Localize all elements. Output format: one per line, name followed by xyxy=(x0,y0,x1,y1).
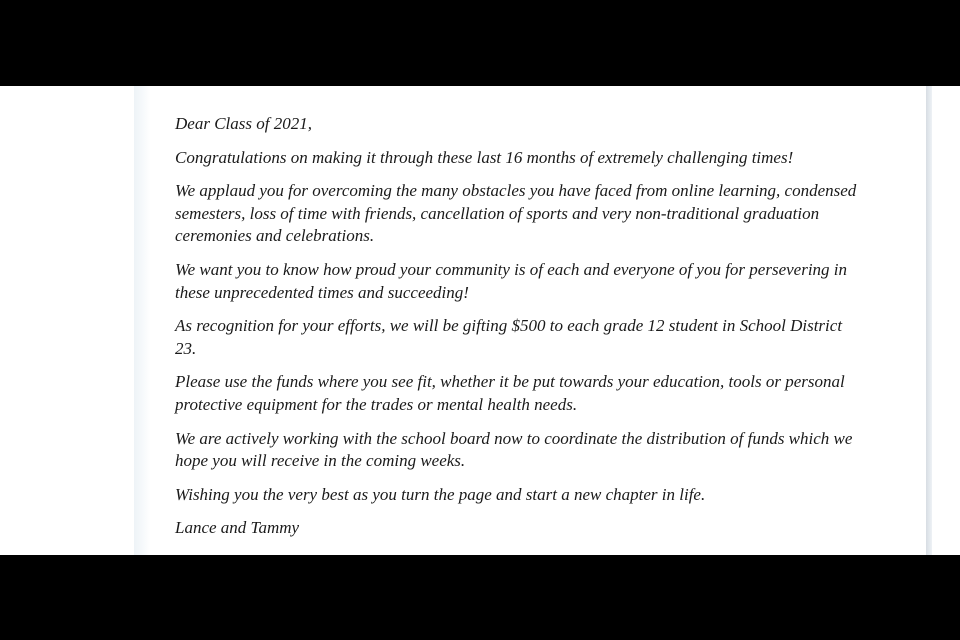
letter-paragraph-funds-use: Please use the funds where you see fit, whether it be put towards your education, tools or personal protective equipment for the trades or mental health needs. xyxy=(175,372,845,414)
letter-paragraph-distribution: We are actively working with the school board now to coordinate the distribution of funds which we hope you will receive in the coming weeks. xyxy=(175,428,853,471)
letter-greeting: Dear Class of 2021, xyxy=(175,114,312,133)
letter-paragraph-community: We want you to know how proud your community is of each and everyone of you for persevering in these unprecedented times and succeeding! xyxy=(175,259,848,302)
letter-paragraph-congratulations: Congratulations on making it through these last 16 months of extremely challenging times! xyxy=(175,147,794,167)
page-shadow-left xyxy=(134,86,150,555)
right-margin xyxy=(932,86,960,555)
letter-paragraph-gift: As recognition for your efforts, we will be gifting $500 to each grade 12 student in School District 23. xyxy=(175,316,843,358)
letter-paragraph-obstacles: We applaud you for overcoming the many obstacles you have faced from online learning, condensed semesters, loss of time with friends, cancellation of sports and very non-traditional graduation ceremonies and celebrations. xyxy=(175,181,857,246)
letter-paragraph-wishes: Wishing you the very best as you turn the page and start a new chapter in life. xyxy=(175,484,706,504)
left-margin xyxy=(0,86,134,555)
letter-signature: Lance and Tammy xyxy=(175,518,300,538)
letter-body xyxy=(175,113,895,551)
